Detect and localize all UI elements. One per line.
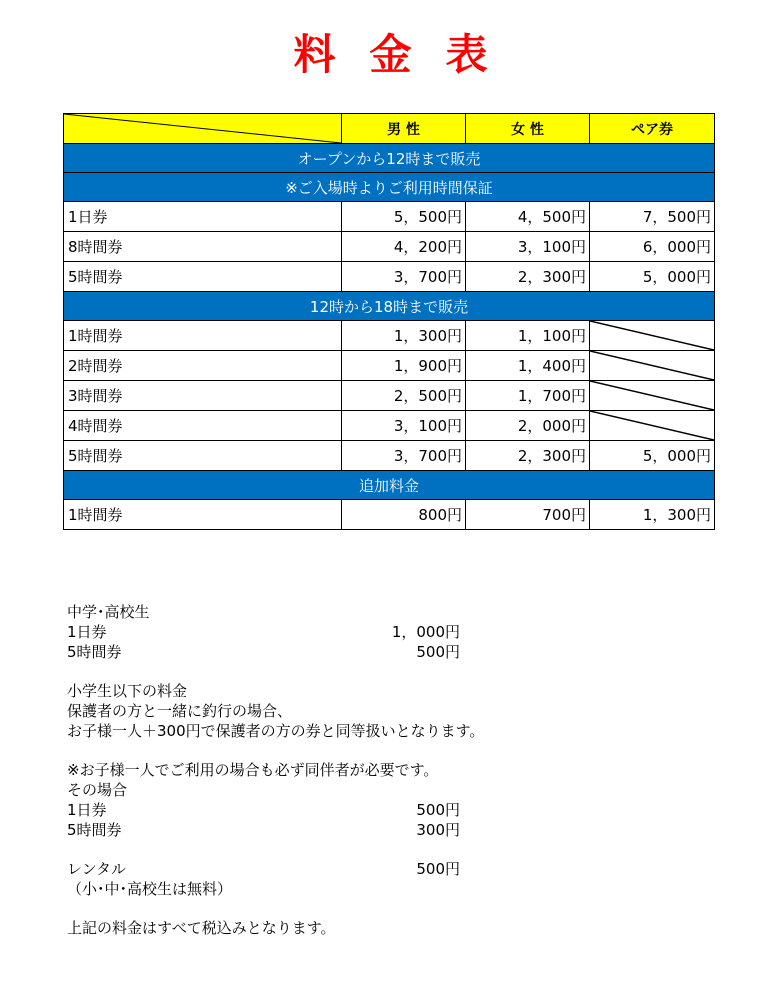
tax-note: 上記の料金はすべて税込みとなります。	[67, 919, 336, 937]
price-female: 1，100円	[466, 321, 590, 351]
section-band: オープンから12時まで販売	[64, 144, 715, 173]
header-female: 女 性	[466, 114, 590, 144]
section-band: 12時から18時まで販売	[64, 292, 715, 321]
ticket-label: 8時間券	[64, 232, 342, 262]
header-male: 男 性	[342, 114, 466, 144]
price-male: 3，700円	[342, 441, 466, 471]
table-row	[64, 351, 715, 381]
price-male: 5，500円	[342, 202, 466, 232]
note-item	[67, 800, 667, 820]
section-band: 追加料金	[64, 471, 715, 500]
table-row	[64, 441, 715, 471]
price-pair-unavailable	[590, 411, 715, 441]
rental-note: （小･中･高校生は無料）	[67, 880, 233, 898]
price-pair: 5，000円	[590, 262, 715, 292]
header-corner-cell	[64, 114, 342, 144]
diagonal-line	[590, 321, 714, 350]
ticket-label: 5時間券	[64, 262, 342, 292]
note-item-label: 1日券	[67, 623, 107, 641]
ticket-label: 1日券	[64, 202, 342, 232]
student-heading: 中学･高校生	[67, 603, 150, 621]
rental-label: レンタル	[67, 860, 127, 878]
price-pair: 7，500円	[590, 202, 715, 232]
diagonal-line	[590, 381, 714, 410]
note-item-label: 5時間券	[67, 643, 122, 661]
price-male: 800円	[342, 500, 466, 530]
price-table	[63, 113, 715, 530]
note-item-label: 1日券	[67, 801, 107, 819]
price-female: 1，700円	[466, 381, 590, 411]
notes-section	[67, 602, 667, 938]
title-char: 金	[369, 30, 414, 79]
title-char: 表	[445, 30, 490, 79]
solo-subheading: その場合	[67, 781, 128, 799]
diagonal-line	[64, 114, 341, 143]
note-item-price: 500円	[416, 643, 460, 661]
price-female: 700円	[466, 500, 590, 530]
ticket-label: 5時間券	[64, 441, 342, 471]
price-pair: 6，000円	[590, 232, 715, 262]
price-female: 2，000円	[466, 411, 590, 441]
diagonal-line	[590, 351, 714, 380]
note-item	[67, 820, 667, 840]
table-row	[64, 232, 715, 262]
table-row	[64, 381, 715, 411]
price-pair-unavailable	[590, 351, 715, 381]
child-note: お子様一人＋300円で保護者の方の券と同等扱いとなります。	[67, 722, 485, 740]
ticket-label: 1時間券	[64, 500, 342, 530]
title-char: 料	[293, 30, 338, 79]
price-female: 4，500円	[466, 202, 590, 232]
note-item-label: 5時間券	[67, 821, 122, 839]
note-item-price: 500円	[416, 801, 460, 819]
price-male: 3，700円	[342, 262, 466, 292]
note-item-price: 300円	[416, 821, 460, 839]
price-male: 1，300円	[342, 321, 466, 351]
table-row	[64, 411, 715, 441]
table-row	[64, 262, 715, 292]
note-item-price: 1，000円	[391, 623, 460, 641]
price-pair-unavailable	[590, 381, 715, 411]
rental-item	[67, 859, 667, 879]
solo-note: ※お子様一人でご利用の場合も必ず同伴者が必要です。	[67, 761, 439, 779]
diagonal-line	[590, 411, 714, 440]
price-female: 2，300円	[466, 262, 590, 292]
price-male: 2，500円	[342, 381, 466, 411]
rental-price: 500円	[416, 860, 460, 878]
header-row	[64, 114, 715, 144]
price-female: 3，100円	[466, 232, 590, 262]
ticket-label: 1時間券	[64, 321, 342, 351]
note-item	[67, 622, 667, 642]
price-male: 1，900円	[342, 351, 466, 381]
price-pair: 5，000円	[590, 441, 715, 471]
price-female: 1，400円	[466, 351, 590, 381]
child-heading: 小学生以下の料金	[67, 682, 188, 700]
header-pair: ペア券	[590, 114, 715, 144]
table-row	[64, 500, 715, 530]
section-band-note: ※ご入場時よりご利用時間保証	[64, 173, 715, 202]
price-male: 3，100円	[342, 411, 466, 441]
price-female: 2，300円	[466, 441, 590, 471]
price-male: 4，200円	[342, 232, 466, 262]
price-pair: 1，300円	[590, 500, 715, 530]
ticket-label: 4時間券	[64, 411, 342, 441]
ticket-label: 2時間券	[64, 351, 342, 381]
page-title	[0, 22, 783, 82]
note-item	[67, 642, 667, 662]
child-note: 保護者の方と一緒に釣行の場合、	[67, 702, 293, 720]
price-pair-unavailable	[590, 321, 715, 351]
table-row	[64, 321, 715, 351]
ticket-label: 3時間券	[64, 381, 342, 411]
table-row	[64, 202, 715, 232]
